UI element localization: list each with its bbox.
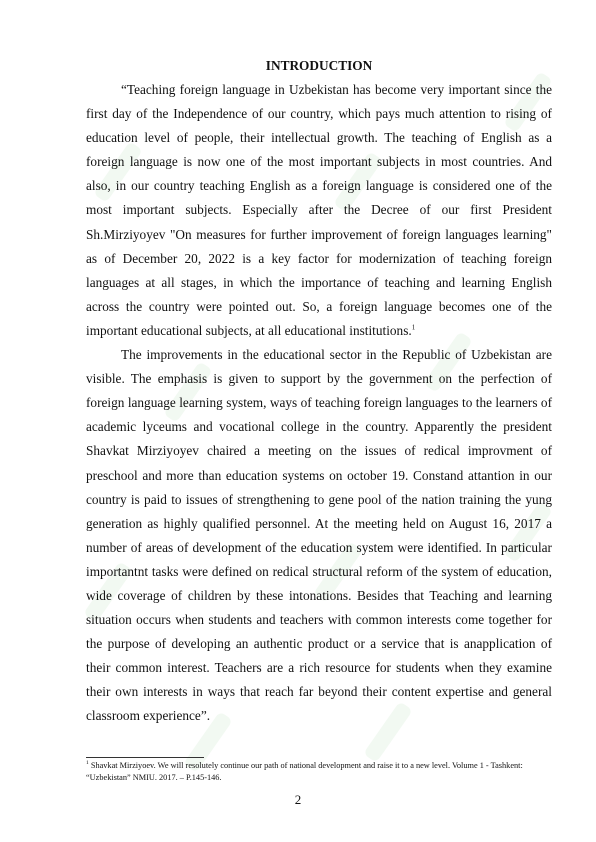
footnote-divider xyxy=(86,757,204,758)
paragraph-1-text: “Teaching foreign language in Uzbekistan has become very important since the first day of the Independence of our country, which pays much attention to rising of education level of people, their intellectual growth. The teaching of English as a foreign language is now one of the most important subjects in most countries. And also, in our country teaching English as a foreign language is considered one of the most important subjects. Especially after the Decree of our first President Sh.Mirziyoyev "On measures for further improvement of foreign languages learning" as of December 20, 2022 is a key factor for modernization of teaching foreign languages at all stages, in which the importance of teaching and learning English across the country were pointed out. So, a foreign language becomes one of the important educational subjects, at all educational institutions. xyxy=(86,82,552,338)
page-number: 2 xyxy=(294,792,302,807)
paragraph-2 xyxy=(86,343,552,729)
section-heading: INTRODUCTION xyxy=(265,58,373,73)
footnote-reference[interactable]: 1 xyxy=(411,323,416,332)
paragraph-2-text: The improvements in the educational sector in the Republic of Uzbekistan are visible. The emphasis is given to support by the government on the perfection of foreign language learning system, ways of teaching foreign languages to the learners of academic lyceums and vocational college in the country. Apparently the president Shavkat Mirziyoyev chaired a meeting on the issues of redical improvment of preschool and more than education systems on october 19. Constand attantion in our country is paid to issues of strengthening to gene pool of the nation training the yung generation as highly qualified personnel. At the meeting held on August 16, 2017 a number of areas of development of the education system were identified. In particular importantnt tasks were defined on redical structural reform of the system of education, wide coverage of children by these intonations. Besides that Teaching and learning situation occurs when students and teachers with common interests come together for the purpose of developing an authentic product or a service that is anapplication of their common interest. Teachers are a rich resource for students when they examine their own interests in ways that reach far beyond their content expertise and general classroom experience”. xyxy=(86,347,552,724)
body-text xyxy=(86,54,552,729)
footnote xyxy=(86,760,552,783)
footnote-text: Shavkat Mirziyoev. We will resolutely continue our path of national development and raise it to a new level. Volume 1 - Tashkent: “Uzbekistan” NMIU. 2017. – P.145-146. xyxy=(86,761,523,782)
footnote-marker: 1 xyxy=(86,760,89,767)
paragraph-1 xyxy=(86,78,552,343)
